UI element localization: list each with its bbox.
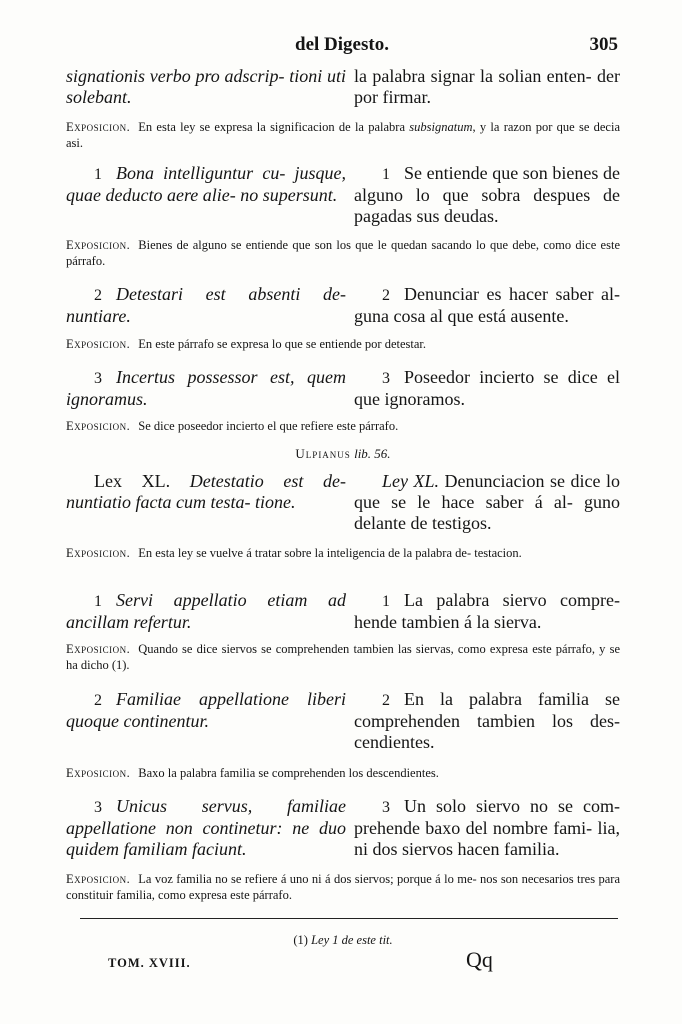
- latin-text: [66, 471, 346, 534]
- text-pair: [66, 689, 620, 753]
- exposicion-text: En esta ley se expresa la significacion de la palabra: [138, 120, 406, 134]
- exposicion-text: Bienes de alguno se entiende que son los que le quedan sacando lo que debe, como dice este párrafo.: [66, 238, 620, 268]
- latin-body: Incertus possessor est, quem ignoramus.: [66, 367, 346, 409]
- spanish-text: la palabra signar la solian enten- der por firmar.: [354, 66, 620, 107]
- exposicion-text: Quando se dice siervos se comprehenden tambien las siervas, como expresa este párrafo, y se ha dicho (1).: [66, 642, 620, 672]
- exposicion-label: Exposicion.: [66, 238, 131, 252]
- latin-text: [66, 689, 346, 753]
- latin-text: [66, 367, 346, 410]
- latin-body: Detestari est absenti de- nuntiare.: [66, 284, 346, 326]
- section-number: 2: [94, 692, 102, 709]
- text-pair: [66, 66, 620, 108]
- spanish-text: [354, 471, 620, 534]
- section-number: 1: [382, 166, 390, 183]
- exposicion-label: Exposicion.: [66, 766, 131, 780]
- spanish-body: En la palabra familia se comprehenden tambien los des- cendientes.: [354, 689, 620, 752]
- text-pair: [66, 163, 620, 227]
- text-pair: [66, 284, 620, 327]
- exposicion-label: Exposicion.: [66, 419, 131, 433]
- section-number: 2: [94, 287, 102, 304]
- section-number: 3: [382, 799, 390, 816]
- footnote-reference: Ley 1 de este tit.: [311, 933, 393, 947]
- exposicion-label: Exposicion.: [66, 337, 131, 351]
- spanish-body: La palabra siervo compre- hende tambien á la sierva.: [354, 590, 620, 632]
- latin-body: Familiae appellatione liberi quoque continentur.: [66, 689, 346, 731]
- latin-text: [66, 284, 346, 327]
- source-citation: [66, 446, 620, 462]
- latin-body: Bona intelliguntur cu- jusque, quae deducto aere alie- no supersunt.: [66, 163, 346, 205]
- latin-text: signationis verbo pro adscrip- tioni uti solebant.: [66, 66, 346, 107]
- exposicion-text: Baxo la palabra familia se comprehenden los descendientes.: [138, 766, 439, 780]
- spanish-text: [354, 689, 620, 753]
- spanish-body: Poseedor incierto se dice el que ignoramos.: [354, 367, 620, 409]
- exposicion-text: En esta ley se vuelve á tratar sobre la inteligencia de la palabra de- testacion.: [138, 546, 522, 560]
- spanish-body: Un solo siervo no se com- prehende baxo del nombre fami- lia, ni dos siervos hacen familia.: [354, 796, 620, 859]
- spanish-body: Denunciacion se dice lo que se le hace saber á al- guno delante de testigos.: [354, 471, 621, 533]
- signature-mark: Qq: [466, 947, 493, 972]
- law-heading-latin: Lex XL.: [94, 471, 171, 491]
- exposicion-text: Se dice poseedor incierto el que refiere este párrafo.: [138, 419, 399, 433]
- exposicion-paragraph: [66, 641, 620, 673]
- exposicion-paragraph: [66, 119, 620, 151]
- text-pair: [66, 367, 620, 410]
- exposicion-text: La voz familia no se refiere á uno ni á dos siervos; porque á lo me- nos son necesarios tres para constituir familia, como expresa este párrafo.: [66, 872, 620, 902]
- footnote-rule: [80, 918, 618, 919]
- spanish-body: Se entiende que son bienes de alguno lo que sobra despues de pagadas sus deudas.: [354, 163, 620, 226]
- latin-text: [66, 796, 346, 860]
- latin-text: [66, 590, 346, 633]
- spanish-text: [354, 163, 620, 227]
- exposicion-paragraph: [66, 765, 620, 781]
- volume-label: TOM. XVIII.: [108, 956, 191, 970]
- exposicion-paragraph: [66, 545, 620, 561]
- text-pair: [66, 590, 620, 633]
- spanish-text: [354, 284, 620, 327]
- source-author: Ulpianus: [295, 446, 351, 461]
- spanish-text: [354, 796, 620, 860]
- exposicion-text-end: , y la razon por que se decia asi.: [66, 120, 620, 150]
- section-number: 1: [94, 166, 102, 183]
- section-number: 2: [382, 692, 390, 709]
- running-title: del Digesto.: [295, 34, 389, 55]
- section-number: 3: [94, 799, 102, 816]
- text-pair: [66, 471, 620, 534]
- exposicion-paragraph: [66, 871, 620, 903]
- exposicion-paragraph: [66, 336, 620, 352]
- exposicion-label: Exposicion.: [66, 642, 131, 656]
- exposicion-text: En este párrafo se expresa lo que se entiende por detestar.: [138, 337, 427, 351]
- latin-text: [66, 163, 346, 227]
- exposicion-term: subsignatum: [409, 120, 473, 134]
- latin-body: Detestatio est de- nuntiatio facta cum testa- tione.: [66, 471, 347, 512]
- law-heading-spanish: Ley XL.: [382, 471, 440, 491]
- spanish-text: [354, 367, 620, 410]
- source-book: lib. 56.: [354, 446, 391, 461]
- footnote: [66, 933, 620, 948]
- exposicion-paragraph: [66, 418, 620, 434]
- exposicion-label: Exposicion.: [66, 120, 131, 134]
- spanish-body: Denunciar es hacer saber al- guna cosa al que está ausente.: [354, 284, 620, 326]
- running-header: [66, 34, 618, 60]
- section-number: 3: [382, 370, 390, 387]
- spanish-text: [354, 590, 620, 633]
- page-number: 305: [589, 34, 618, 55]
- section-number: 3: [94, 370, 102, 387]
- footnote-mark: (1): [293, 933, 308, 947]
- text-pair: [66, 796, 620, 860]
- section-number: 2: [382, 287, 390, 304]
- exposicion-label: Exposicion.: [66, 546, 131, 560]
- exposicion-paragraph: [66, 237, 620, 269]
- latin-body: Servi appellatio etiam ad ancillam refertur.: [66, 590, 346, 632]
- section-number: 1: [94, 593, 102, 610]
- latin-body: Unicus servus, familiae appellatione non continetur: ne duo quidem familiam faciunt.: [66, 796, 346, 859]
- section-number: 1: [382, 593, 390, 610]
- exposicion-label: Exposicion.: [66, 872, 131, 886]
